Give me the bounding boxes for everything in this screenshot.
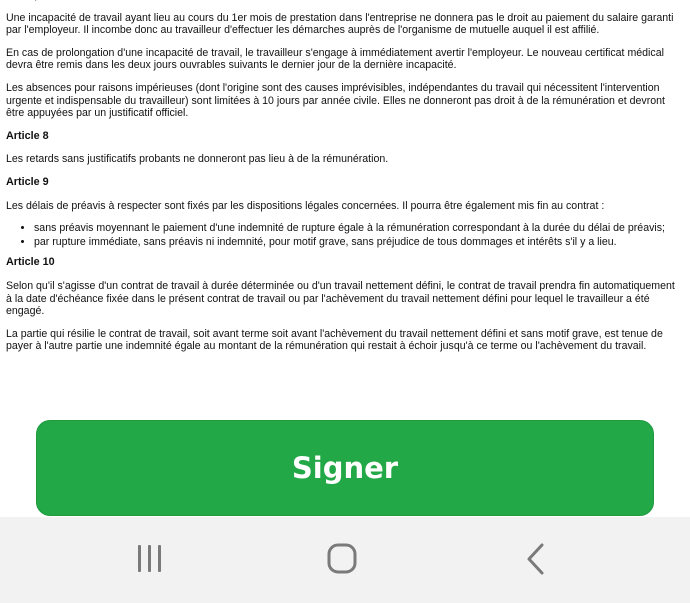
- recents-icon: [120, 541, 180, 577]
- paragraph-absences: Les absences pour raisons impérieuses (dont l'origine sont des causes imprévisibles, indépendantes du travail qui nécessitent l'intervention urgente et indispensable du travailleur) sont limitées à 10 jours par année civile. Elles ne donneront pas droit à de la rémunération et devront être appuyées par un justificatif officiel.: [6, 81, 665, 120]
- sign-button-label: Signer: [291, 451, 399, 485]
- home-icon: [312, 541, 372, 577]
- article-9-text: Les délais de préavis à respecter sont fixés par les dispositions légales concernées. Il pourra être également mis fin au contrat :: [6, 199, 605, 212]
- recents-button[interactable]: [120, 541, 180, 577]
- article-10-text-continued: La partie qui résilie le contrat de travail, soit avant terme soit avant l'achèvement du travail nettement défini et sans motif grave, est tenue de payer à l'autre partie une indemnité égale au montant de la rémunération qui restait à échoir jusqu'à ce terme ou l'achèvement du travail.: [6, 327, 663, 353]
- partial-top-line: [6, 0, 678, 2]
- article-9-list: [6, 222, 678, 248]
- home-button[interactable]: [312, 541, 372, 577]
- android-navigation-bar: [0, 517, 690, 603]
- list-item: • par rupture immédiate, sans préavis ni indemnité, pour motif grave, sans préjudice de tous dommages et intérêts s'il y a lieu.: [34, 236, 678, 249]
- paragraph-prolongation: En cas de prolongation d'une incapacité de travail, le travailleur s'engage à immédiatement avertir l'employeur. Le nouveau certificat médical devra être remis dans les deux jours ouvrables suivants le dernier jour de la dernière incapacité.: [6, 46, 664, 72]
- article-10-text: Selon qu'il s'agisse d'un contrat de travail à durée déterminée ou d'un travail nettement défini, le contrat de travail prendra fin automatiquement à la date d'échéance fixée dans le présent contrat de travail ou par l'achèvement du travail nettement défini pour lequel le travailleur a été engagé.: [6, 279, 675, 318]
- sign-button[interactable]: [36, 420, 654, 516]
- paragraph-incapacity: Une incapacité de travail ayant lieu au cours du 1er mois de prestation dans l'entreprise ne donnera pas le droit au paiement du salaire garanti par l'employeur. Il incombe donc au travailleur d'effectuer les démarches auprès de l'organisme de mutuelle auquel il est affilié.: [6, 11, 674, 37]
- article-8-title: Article 8: [6, 129, 49, 142]
- article-10-title: Article 10: [6, 256, 55, 269]
- article-8-text: Les retards sans justificatifs probants ne donneront pas lieu à de la rémunération.: [6, 153, 389, 166]
- back-button[interactable]: [506, 541, 566, 577]
- back-icon: [506, 541, 566, 577]
- contract-text: [6, 0, 678, 363]
- article-9-title: Article 9: [6, 175, 49, 188]
- list-item: • sans préavis moyennant le paiement d'une indemnité de rupture égale à la rémunération correspondant à la durée du délai de préavis;: [34, 222, 678, 235]
